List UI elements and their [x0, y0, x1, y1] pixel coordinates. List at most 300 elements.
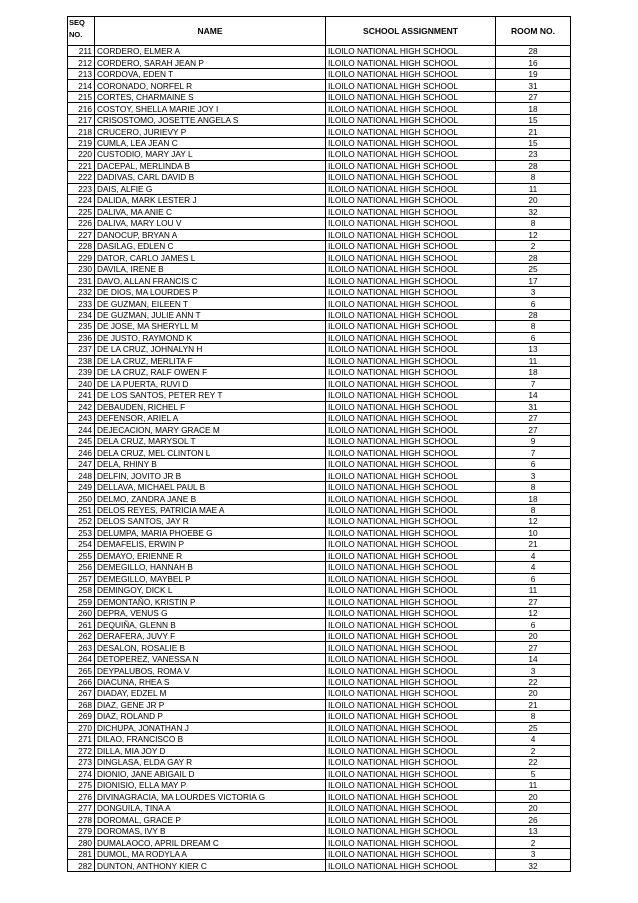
school-cell: ILOILO NATIONAL HIGH SCHOOL — [326, 550, 496, 561]
seq-cell: 237 — [68, 344, 95, 355]
name-cell: DOROMAL, GRACE P — [95, 814, 326, 825]
name-cell: DONGUILA, TINA A — [95, 802, 326, 813]
seq-cell: 252 — [68, 516, 95, 527]
school-cell: ILOILO NATIONAL HIGH SCHOOL — [326, 183, 496, 194]
table-row — [68, 91, 571, 102]
school-cell: ILOILO NATIONAL HIGH SCHOOL — [326, 447, 496, 458]
table-row — [68, 642, 571, 653]
seq-cell: 280 — [68, 837, 95, 848]
school-cell: ILOILO NATIONAL HIGH SCHOOL — [326, 745, 496, 756]
room-cell: 27 — [496, 596, 571, 607]
room-cell: 20 — [496, 688, 571, 699]
table-row — [68, 493, 571, 504]
seq-cell: 277 — [68, 802, 95, 813]
table-row — [68, 57, 571, 68]
room-cell: 12 — [496, 516, 571, 527]
table-row — [68, 68, 571, 79]
seq-cell: 216 — [68, 103, 95, 114]
room-cell: 14 — [496, 653, 571, 664]
name-cell: DE DIOS, MA LOURDES P — [95, 286, 326, 297]
table-row — [68, 229, 571, 240]
name-cell: CORDERO, SARAH JEAN P — [95, 57, 326, 68]
school-cell: ILOILO NATIONAL HIGH SCHOOL — [326, 607, 496, 618]
name-cell: DALIVA, MARY LOU V — [95, 218, 326, 229]
room-cell: 20 — [496, 791, 571, 802]
school-cell: ILOILO NATIONAL HIGH SCHOOL — [326, 160, 496, 171]
seq-cell: 223 — [68, 183, 95, 194]
name-cell: DICHUPA, JONATHAN J — [95, 722, 326, 733]
school-cell: ILOILO NATIONAL HIGH SCHOOL — [326, 619, 496, 630]
seq-cell: 257 — [68, 573, 95, 584]
room-cell: 27 — [496, 642, 571, 653]
school-cell: ILOILO NATIONAL HIGH SCHOOL — [326, 653, 496, 664]
seq-cell: 227 — [68, 229, 95, 240]
room-cell: 8 — [496, 504, 571, 515]
table-row — [68, 699, 571, 710]
name-cell: DE JOSE, MA SHERYLL M — [95, 321, 326, 332]
seq-cell: 220 — [68, 149, 95, 160]
name-cell: DILAO, FRANCISCO B — [95, 734, 326, 745]
seq-cell: 229 — [68, 252, 95, 263]
school-cell: ILOILO NATIONAL HIGH SCHOOL — [326, 286, 496, 297]
name-cell: DELLAVA, MICHAEL PAUL B — [95, 481, 326, 492]
room-cell: 12 — [496, 607, 571, 618]
school-cell: ILOILO NATIONAL HIGH SCHOOL — [326, 390, 496, 401]
room-cell: 8 — [496, 218, 571, 229]
seq-cell: 253 — [68, 527, 95, 538]
seq-cell: 228 — [68, 240, 95, 251]
name-cell: DAVILA, IRENE B — [95, 263, 326, 274]
table-row — [68, 80, 571, 91]
room-cell: 22 — [496, 676, 571, 687]
table-row — [68, 481, 571, 492]
school-cell: ILOILO NATIONAL HIGH SCHOOL — [326, 413, 496, 424]
table-row — [68, 527, 571, 538]
room-cell: 4 — [496, 562, 571, 573]
header-room-no: ROOM NO. — [496, 17, 571, 46]
table-row — [68, 607, 571, 618]
school-cell: ILOILO NATIONAL HIGH SCHOOL — [326, 699, 496, 710]
room-cell: 28 — [496, 160, 571, 171]
school-cell: ILOILO NATIONAL HIGH SCHOOL — [326, 665, 496, 676]
name-cell: DEBAUDEN, RICHEL F — [95, 401, 326, 412]
school-cell: ILOILO NATIONAL HIGH SCHOOL — [326, 722, 496, 733]
table-row — [68, 137, 571, 148]
room-cell: 27 — [496, 413, 571, 424]
name-cell: CORONADO, NORFEL R — [95, 80, 326, 91]
school-cell: ILOILO NATIONAL HIGH SCHOOL — [326, 630, 496, 641]
seq-cell: 264 — [68, 653, 95, 664]
seq-cell: 276 — [68, 791, 95, 802]
seq-cell: 243 — [68, 413, 95, 424]
table-row — [68, 367, 571, 378]
name-cell: DEMINGOY, DICK L — [95, 585, 326, 596]
name-cell: DELA CRUZ, MEL CLINTON L — [95, 447, 326, 458]
room-cell: 28 — [496, 309, 571, 320]
seq-cell: 212 — [68, 57, 95, 68]
school-cell: ILOILO NATIONAL HIGH SCHOOL — [326, 757, 496, 768]
name-cell: DELA, RHINY B — [95, 458, 326, 469]
room-cell: 7 — [496, 447, 571, 458]
seq-cell: 250 — [68, 493, 95, 504]
seq-cell: 211 — [68, 46, 95, 57]
room-cell: 8 — [496, 481, 571, 492]
school-cell: ILOILO NATIONAL HIGH SCHOOL — [326, 401, 496, 412]
room-cell: 28 — [496, 46, 571, 57]
school-cell: ILOILO NATIONAL HIGH SCHOOL — [326, 814, 496, 825]
table-row — [68, 780, 571, 791]
school-cell: ILOILO NATIONAL HIGH SCHOOL — [326, 298, 496, 309]
name-cell: DE GUZMAN, JULIE ANN T — [95, 309, 326, 320]
room-cell: 2 — [496, 745, 571, 756]
seq-cell: 272 — [68, 745, 95, 756]
room-cell: 16 — [496, 57, 571, 68]
name-cell: DEPRA, VENUS G — [95, 607, 326, 618]
room-cell: 7 — [496, 378, 571, 389]
name-cell: DELOS SANTOS, JAY R — [95, 516, 326, 527]
school-cell: ILOILO NATIONAL HIGH SCHOOL — [326, 768, 496, 779]
table-row — [68, 413, 571, 424]
room-cell: 11 — [496, 585, 571, 596]
school-cell: ILOILO NATIONAL HIGH SCHOOL — [326, 780, 496, 791]
school-cell: ILOILO NATIONAL HIGH SCHOOL — [326, 848, 496, 859]
school-cell: ILOILO NATIONAL HIGH SCHOOL — [326, 860, 496, 871]
name-cell: DILLA, MIA JOY D — [95, 745, 326, 756]
school-cell: ILOILO NATIONAL HIGH SCHOOL — [326, 688, 496, 699]
school-cell: ILOILO NATIONAL HIGH SCHOOL — [326, 195, 496, 206]
name-cell: DEMAFELIS, ERWIN P — [95, 539, 326, 550]
seq-cell: 226 — [68, 218, 95, 229]
table-row — [68, 321, 571, 332]
table-row — [68, 344, 571, 355]
table-row — [68, 114, 571, 125]
room-cell: 3 — [496, 286, 571, 297]
seq-cell: 234 — [68, 309, 95, 320]
table-row — [68, 126, 571, 137]
seq-cell: 269 — [68, 711, 95, 722]
name-cell: DETOPEREZ, VANESSA N — [95, 653, 326, 664]
room-cell: 11 — [496, 780, 571, 791]
room-cell: 19 — [496, 68, 571, 79]
room-cell: 13 — [496, 344, 571, 355]
room-cell: 21 — [496, 699, 571, 710]
school-cell: ILOILO NATIONAL HIGH SCHOOL — [326, 275, 496, 286]
seq-cell: 254 — [68, 539, 95, 550]
name-cell: DIONIO, JANE ABIGAIL D — [95, 768, 326, 779]
table-row — [68, 355, 571, 366]
school-cell: ILOILO NATIONAL HIGH SCHOOL — [326, 218, 496, 229]
school-cell: ILOILO NATIONAL HIGH SCHOOL — [326, 585, 496, 596]
name-cell: CORDERO, ELMER A — [95, 46, 326, 57]
name-cell: DADIVAS, CARL DAVID B — [95, 172, 326, 183]
room-cell: 4 — [496, 734, 571, 745]
table-row — [68, 447, 571, 458]
room-cell: 3 — [496, 665, 571, 676]
school-cell: ILOILO NATIONAL HIGH SCHOOL — [326, 470, 496, 481]
table-row — [68, 688, 571, 699]
name-cell: CORDOVA, EDEN T — [95, 68, 326, 79]
school-cell: ILOILO NATIONAL HIGH SCHOOL — [326, 527, 496, 538]
school-cell: ILOILO NATIONAL HIGH SCHOOL — [326, 91, 496, 102]
room-cell: 2 — [496, 240, 571, 251]
seq-cell: 249 — [68, 481, 95, 492]
table-row — [68, 573, 571, 584]
table-row — [68, 814, 571, 825]
seq-cell: 235 — [68, 321, 95, 332]
room-cell: 32 — [496, 206, 571, 217]
header-seq-line2: NO. — [69, 30, 83, 39]
table-row — [68, 837, 571, 848]
name-cell: DIAZ, ROLAND P — [95, 711, 326, 722]
table-row — [68, 848, 571, 859]
name-cell: DINGLASA, ELDA GAY R — [95, 757, 326, 768]
school-cell: ILOILO NATIONAL HIGH SCHOOL — [326, 481, 496, 492]
seq-cell: 241 — [68, 390, 95, 401]
seq-cell: 278 — [68, 814, 95, 825]
table-row — [68, 791, 571, 802]
school-cell: ILOILO NATIONAL HIGH SCHOOL — [326, 355, 496, 366]
seq-cell: 217 — [68, 114, 95, 125]
seq-cell: 215 — [68, 91, 95, 102]
school-cell: ILOILO NATIONAL HIGH SCHOOL — [326, 378, 496, 389]
school-cell: ILOILO NATIONAL HIGH SCHOOL — [326, 516, 496, 527]
school-cell: ILOILO NATIONAL HIGH SCHOOL — [326, 172, 496, 183]
table-row — [68, 424, 571, 435]
name-cell: DUNTON, ANTHONY KIER C — [95, 860, 326, 871]
table-row — [68, 183, 571, 194]
seq-cell: 265 — [68, 665, 95, 676]
table-row — [68, 275, 571, 286]
room-cell: 6 — [496, 298, 571, 309]
table-row — [68, 745, 571, 756]
name-cell: DANOCUP, BRYAN A — [95, 229, 326, 240]
room-cell: 28 — [496, 252, 571, 263]
table-row — [68, 757, 571, 768]
table-row — [68, 722, 571, 733]
table-row — [68, 390, 571, 401]
room-cell: 6 — [496, 619, 571, 630]
seq-cell: 274 — [68, 768, 95, 779]
seq-cell: 251 — [68, 504, 95, 515]
school-cell: ILOILO NATIONAL HIGH SCHOOL — [326, 825, 496, 836]
seq-cell: 219 — [68, 137, 95, 148]
school-cell: ILOILO NATIONAL HIGH SCHOOL — [326, 68, 496, 79]
school-cell: ILOILO NATIONAL HIGH SCHOOL — [326, 332, 496, 343]
header-school-assignment: SCHOOL ASSIGNMENT — [326, 17, 496, 46]
table-row — [68, 504, 571, 515]
seq-cell: 267 — [68, 688, 95, 699]
seq-cell: 270 — [68, 722, 95, 733]
name-cell: DALIDA, MARK LESTER J — [95, 195, 326, 206]
school-cell: ILOILO NATIONAL HIGH SCHOOL — [326, 252, 496, 263]
table-row — [68, 401, 571, 412]
table-row — [68, 825, 571, 836]
table-row — [68, 619, 571, 630]
name-cell: DUMOL, MA RODYLA A — [95, 848, 326, 859]
school-cell: ILOILO NATIONAL HIGH SCHOOL — [326, 562, 496, 573]
school-cell: ILOILO NATIONAL HIGH SCHOOL — [326, 504, 496, 515]
seq-cell: 258 — [68, 585, 95, 596]
name-cell: DASILAG, EDLEN C — [95, 240, 326, 251]
room-cell: 5 — [496, 768, 571, 779]
seq-cell: 242 — [68, 401, 95, 412]
school-cell: ILOILO NATIONAL HIGH SCHOOL — [326, 596, 496, 607]
name-cell: DIONISIO, ELLA MAY P — [95, 780, 326, 791]
table-row — [68, 860, 571, 871]
room-assignment-table — [67, 16, 571, 872]
name-cell: DE LOS SANTOS, PETER REY T — [95, 390, 326, 401]
room-cell: 22 — [496, 757, 571, 768]
name-cell: DELFIN, JOVITO JR B — [95, 470, 326, 481]
school-cell: ILOILO NATIONAL HIGH SCHOOL — [326, 435, 496, 446]
seq-cell: 214 — [68, 80, 95, 91]
room-cell: 8 — [496, 172, 571, 183]
table-row — [68, 46, 571, 57]
name-cell: DEMONTAÑO, KRISTIN P — [95, 596, 326, 607]
table-row — [68, 378, 571, 389]
room-cell: 9 — [496, 435, 571, 446]
room-cell: 20 — [496, 802, 571, 813]
seq-cell: 231 — [68, 275, 95, 286]
school-cell: ILOILO NATIONAL HIGH SCHOOL — [326, 206, 496, 217]
table-row — [68, 172, 571, 183]
room-cell: 25 — [496, 263, 571, 274]
room-cell: 15 — [496, 114, 571, 125]
header-name: NAME — [95, 17, 326, 46]
name-cell: DELOS REYES, PATRICIA MAE A — [95, 504, 326, 515]
room-cell: 6 — [496, 573, 571, 584]
school-cell: ILOILO NATIONAL HIGH SCHOOL — [326, 149, 496, 160]
room-cell: 18 — [496, 367, 571, 378]
room-cell: 8 — [496, 711, 571, 722]
seq-cell: 255 — [68, 550, 95, 561]
name-cell: DERAFERA, JUVY F — [95, 630, 326, 641]
name-cell: DEMAYO, ERIENNE R — [95, 550, 326, 561]
room-cell: 15 — [496, 137, 571, 148]
seq-cell: 259 — [68, 596, 95, 607]
name-cell: DIVINAGRACIA, MA LOURDES VICTORIA G — [95, 791, 326, 802]
name-cell: DAIS, ALFIE G — [95, 183, 326, 194]
table-row — [68, 665, 571, 676]
room-cell: 32 — [496, 860, 571, 871]
room-cell: 3 — [496, 848, 571, 859]
seq-cell: 263 — [68, 642, 95, 653]
name-cell: CUMLA, LEA JEAN C — [95, 137, 326, 148]
table-row — [68, 218, 571, 229]
school-cell: ILOILO NATIONAL HIGH SCHOOL — [326, 642, 496, 653]
name-cell: COSTOY, SHELLA MARIE JOY I — [95, 103, 326, 114]
seq-cell: 262 — [68, 630, 95, 641]
room-cell: 14 — [496, 390, 571, 401]
table-row — [68, 206, 571, 217]
name-cell: DACEPAL, MERLINDA B — [95, 160, 326, 171]
seq-cell: 244 — [68, 424, 95, 435]
seq-cell: 271 — [68, 734, 95, 745]
seq-cell: 268 — [68, 699, 95, 710]
room-cell: 11 — [496, 183, 571, 194]
school-cell: ILOILO NATIONAL HIGH SCHOOL — [326, 367, 496, 378]
name-cell: DE LA CRUZ, RALF OWEN F — [95, 367, 326, 378]
school-cell: ILOILO NATIONAL HIGH SCHOOL — [326, 80, 496, 91]
school-cell: ILOILO NATIONAL HIGH SCHOOL — [326, 837, 496, 848]
name-cell: DEQUIÑA, GLENN B — [95, 619, 326, 630]
table-row — [68, 516, 571, 527]
seq-cell: 247 — [68, 458, 95, 469]
name-cell: DEMEGILLO, HANNAH B — [95, 562, 326, 573]
table-row — [68, 435, 571, 446]
room-cell: 2 — [496, 837, 571, 848]
room-cell: 18 — [496, 493, 571, 504]
seq-cell: 248 — [68, 470, 95, 481]
table-row — [68, 470, 571, 481]
room-cell: 11 — [496, 355, 571, 366]
school-cell: ILOILO NATIONAL HIGH SCHOOL — [326, 263, 496, 274]
seq-cell: 256 — [68, 562, 95, 573]
table-row — [68, 263, 571, 274]
name-cell: CRUCERO, JURIEVY P — [95, 126, 326, 137]
table-row — [68, 195, 571, 206]
table-row — [68, 653, 571, 664]
room-cell: 12 — [496, 229, 571, 240]
room-cell: 6 — [496, 332, 571, 343]
table-row — [68, 458, 571, 469]
table-row — [68, 768, 571, 779]
name-cell: CUSTODIO, MARY JAY L — [95, 149, 326, 160]
room-cell: 23 — [496, 149, 571, 160]
seq-cell: 218 — [68, 126, 95, 137]
seq-cell: 246 — [68, 447, 95, 458]
table-row — [68, 309, 571, 320]
room-cell: 17 — [496, 275, 571, 286]
room-cell: 31 — [496, 80, 571, 91]
seq-cell: 279 — [68, 825, 95, 836]
seq-cell: 236 — [68, 332, 95, 343]
seq-cell: 275 — [68, 780, 95, 791]
name-cell: DE LA CRUZ, MERLITA F — [95, 355, 326, 366]
name-cell: DEFENSOR, ARIEL A — [95, 413, 326, 424]
room-cell: 26 — [496, 814, 571, 825]
seq-cell: 238 — [68, 355, 95, 366]
school-cell: ILOILO NATIONAL HIGH SCHOOL — [326, 103, 496, 114]
room-cell: 10 — [496, 527, 571, 538]
seq-cell: 273 — [68, 757, 95, 768]
room-cell: 6 — [496, 458, 571, 469]
table-row — [68, 332, 571, 343]
seq-cell: 240 — [68, 378, 95, 389]
table-row — [68, 585, 571, 596]
table-row — [68, 734, 571, 745]
room-cell: 31 — [496, 401, 571, 412]
table-row — [68, 711, 571, 722]
name-cell: DATOR, CARLO JAMES L — [95, 252, 326, 263]
school-cell: ILOILO NATIONAL HIGH SCHOOL — [326, 321, 496, 332]
room-cell: 8 — [496, 321, 571, 332]
table-row — [68, 676, 571, 687]
room-cell: 4 — [496, 550, 571, 561]
school-cell: ILOILO NATIONAL HIGH SCHOOL — [326, 137, 496, 148]
seq-cell: 232 — [68, 286, 95, 297]
school-cell: ILOILO NATIONAL HIGH SCHOOL — [326, 229, 496, 240]
table-row — [68, 103, 571, 114]
seq-cell: 213 — [68, 68, 95, 79]
name-cell: DEJECACION, MARY GRACE M — [95, 424, 326, 435]
school-cell: ILOILO NATIONAL HIGH SCHOOL — [326, 344, 496, 355]
school-cell: ILOILO NATIONAL HIGH SCHOOL — [326, 46, 496, 57]
table-row — [68, 286, 571, 297]
seq-cell: 224 — [68, 195, 95, 206]
table-row — [68, 160, 571, 171]
seq-cell: 282 — [68, 860, 95, 871]
